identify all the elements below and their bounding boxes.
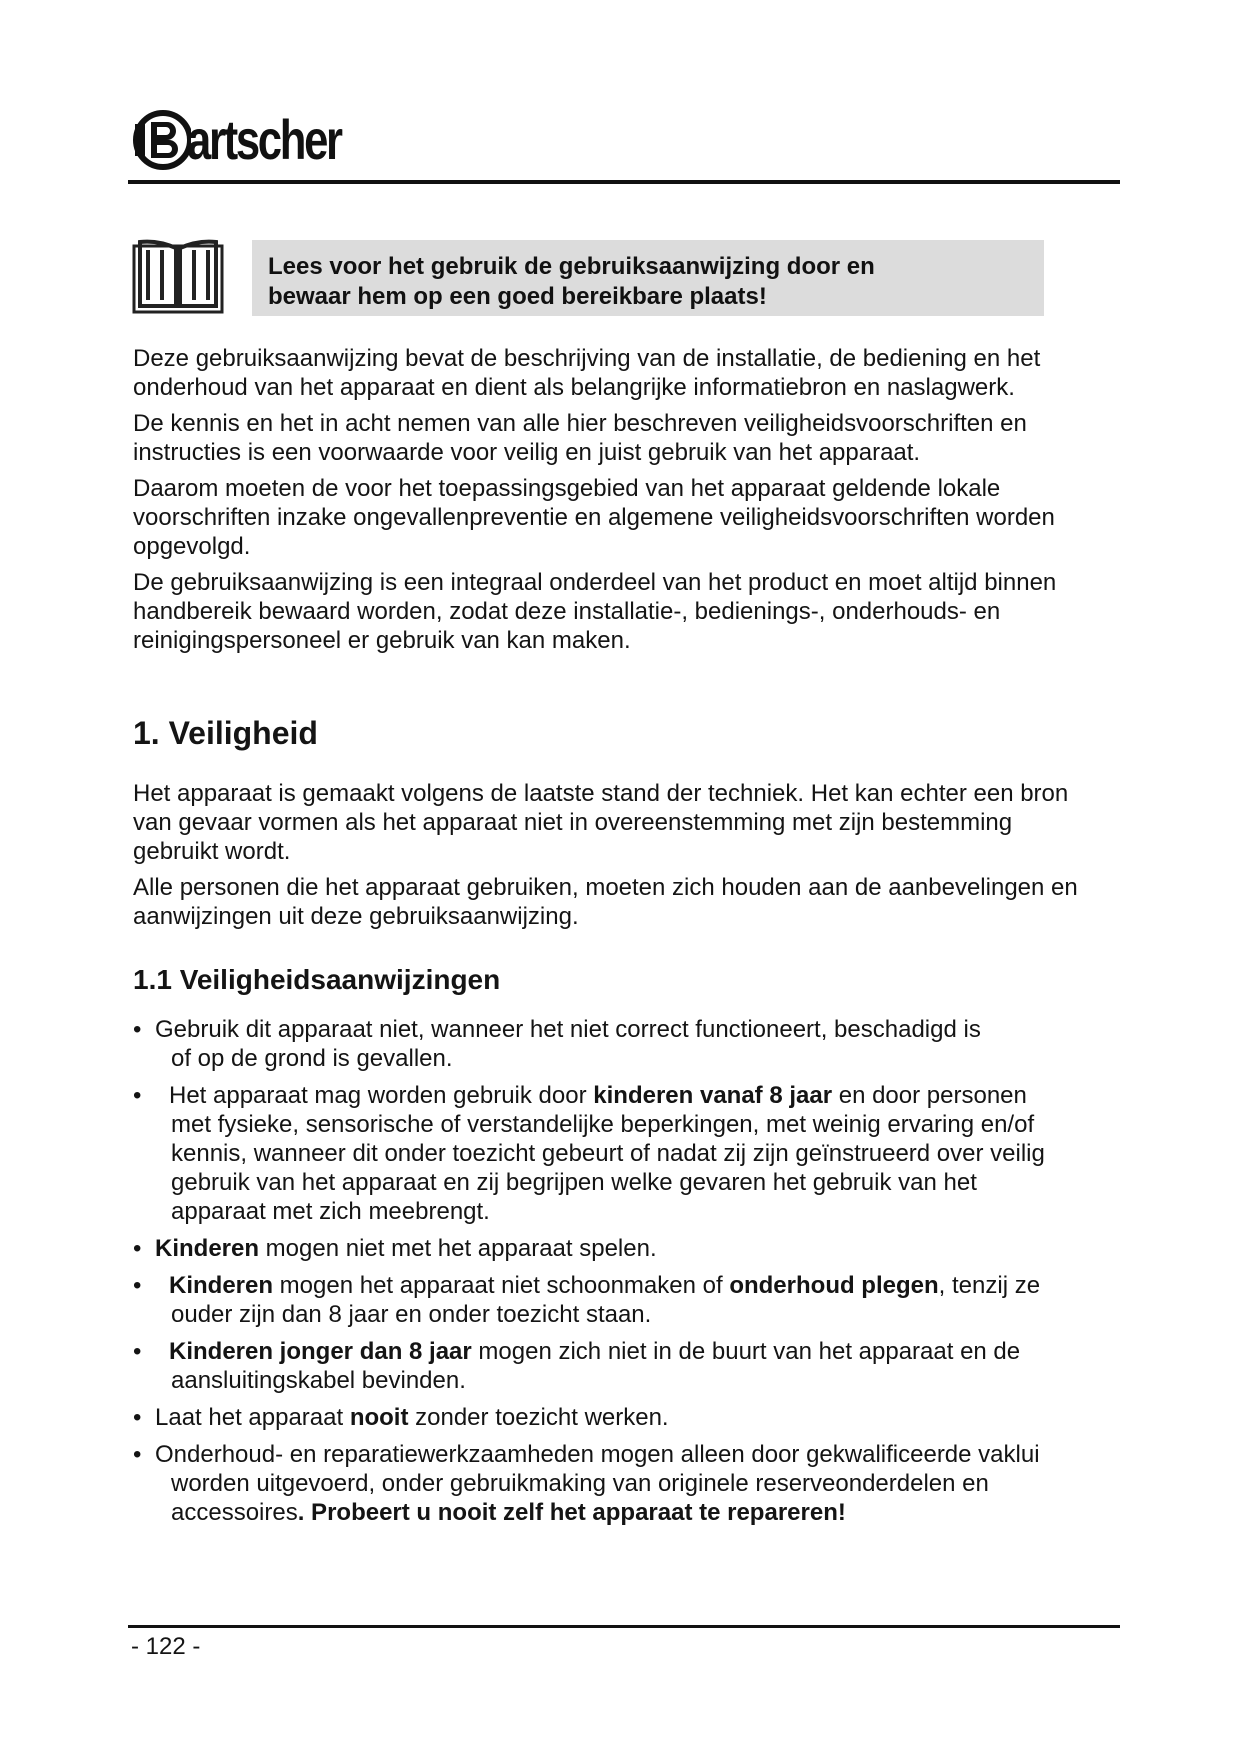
list-item: • Gebruik dit apparaat niet, wanneer het niet correct functioneert, beschadigd is of op de grond is gevallen. [133,1016,981,1072]
header-rule [128,180,1120,184]
notice-line: Lees voor het gebruik de gebruiksaanwijzing door en [268,253,875,280]
manual-book-icon [132,238,224,316]
list-item: • Het apparaat mag worden gebruik door kinderen vanaf 8 jaar en door personen met fysieke, sensorische of verstandelijke beperkingen, met weinig ervaring en/of kennis, wanneer dit onder toezicht gebeurt of nadat zij zijn geïnstrueerd over veilig gebruik van het apparaat en zij begrijpen welke gevaren het gebruik van het apparaat met zich meebrengt. [133,1082,1045,1225]
safety-instructions-list [133,1015,1123,1527]
safety-paragraph: Het apparaat is gemaakt volgens de laatste stand der techniek. Het kan echter een bron van gevaar vormen als het apparaat niet in overeenstemming met zijn bestemming gebruikt wordt. [133,780,1069,865]
bullet-icon: • [133,1338,142,1365]
bullet-icon: • [133,1082,142,1109]
bullet-icon: • [133,1235,142,1262]
safety-paragraph: Alle personen die het apparaat gebruiken, moeten zich houden aan de aanbevelingen en aanwijzingen uit deze gebruiksaanwijzing. [133,874,1078,930]
notice-line: bewaar hem op een goed bereikbare plaats! [268,283,767,310]
list-item: • Onderhoud- en reparatiewerkzaamheden mogen alleen door gekwalificeerde vaklui worden uitgevoerd, onder gebruikmaking van originele reserveonderdelen en accessoires. Probeert u nooit zelf het apparaat te repareren! [133,1441,1040,1526]
list-item: • Kinderen mogen het apparaat niet schoonmaken of onderhoud plegen, tenzij ze ouder zijn dan 8 jaar en onder toezicht staan. [133,1272,1041,1328]
logo-wordmark: artscher [187,108,341,171]
footer-rule [128,1625,1120,1628]
list-item: • Kinderen mogen niet met het apparaat spelen. [133,1235,657,1262]
bullet-icon: • [133,1404,142,1431]
bullet-icon: • [133,1272,142,1299]
bullet-icon: • [133,1441,142,1468]
read-manual-notice [252,240,1044,316]
list-item: • Laat het apparaat nooit zonder toezicht werken. [133,1404,669,1431]
brand-logo [133,104,384,176]
main-content [133,344,1123,1535]
intro-paragraph: Daarom moeten de voor het toepassingsgebied van het apparaat geldende lokale voorschriften inzake ongevallenpreventie en algemene veiligheidsvoorschriften worden opgevolgd. [133,475,1055,560]
section-heading-safety: 1. Veiligheid [133,715,318,751]
list-item: • Kinderen jonger dan 8 jaar mogen zich niet in de buurt van het apparaat en de aansluitingskabel bevinden. [133,1338,1021,1394]
page-number: - 122 - [131,1633,201,1660]
bullet-icon: • [133,1016,142,1043]
logo-b-emblem [133,108,191,172]
intro-paragraph: De gebruiksaanwijzing is een integraal onderdeel van het product en moet altijd binnen handbereik bewaard worden, zodat deze installatie-, bedienings-, onderhouds- en reinigingspersoneel er gebruik van kan maken. [133,569,1057,654]
intro-paragraph: Deze gebruiksaanwijzing bevat de beschrijving van de installatie, de bediening en het onderhoud van het apparaat en dient als belangrijke informatiebron en naslagwerk. [133,345,1041,401]
subsection-heading-safety-instructions: 1.1 Veiligheidsaanwijzingen [133,964,501,995]
intro-paragraph: De kennis en het in acht nemen van alle hier beschreven veiligheidsvoorschriften en instructies is een voorwaarde voor veilig en juist gebruik van het apparaat. [133,410,1027,466]
